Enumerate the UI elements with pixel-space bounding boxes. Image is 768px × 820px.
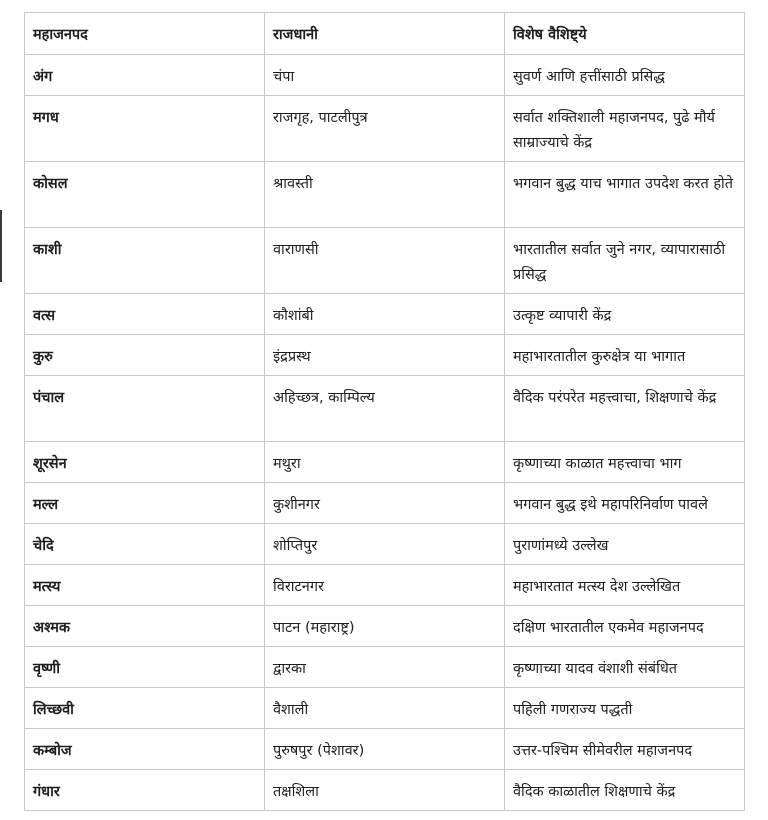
cell-capital: इंद्रप्रस्थ	[265, 335, 505, 376]
table-row	[25, 688, 745, 729]
cell-capital: तक्षशिला	[265, 770, 505, 811]
cell-feature: पुराणांमध्ये उल्लेख	[505, 524, 745, 565]
cell-mahajanapada: वत्स	[25, 294, 265, 335]
cell-capital: वैशाली	[265, 688, 505, 729]
cell-mahajanapada: लिच्छवी	[25, 688, 265, 729]
cell-capital: वाराणसी	[265, 228, 505, 294]
cell-capital: पाटन (महाराष्ट्र)	[265, 606, 505, 647]
cell-mahajanapada: गंधार	[25, 770, 265, 811]
cell-feature: उत्कृष्ट व्यापारी केंद्र	[505, 294, 745, 335]
cell-capital: अहिच्छत्र, काम्पिल्य	[265, 376, 505, 442]
header-capital: राजधानी	[265, 13, 505, 55]
table-row	[25, 162, 745, 228]
cell-feature: वैदिक परंपरेत महत्त्वाचा, शिक्षणाचे केंद्र	[505, 376, 745, 442]
mahajanapada-table	[24, 12, 745, 811]
table-row	[25, 294, 745, 335]
cell-mahajanapada: मगध	[25, 96, 265, 162]
left-edge-mark	[0, 232, 2, 282]
cell-mahajanapada: अश्मक	[25, 606, 265, 647]
cell-feature: भगवान बुद्ध इथे महापरिनिर्वाण पावले	[505, 483, 745, 524]
table-row	[25, 524, 745, 565]
cell-feature: पहिली गणराज्य पद्धती	[505, 688, 745, 729]
cell-capital: पुरुषपुर (पेशावर)	[265, 729, 505, 770]
table-row	[25, 606, 745, 647]
header-features: विशेष वैशिष्ट्ये	[505, 13, 745, 55]
cell-mahajanapada: वृष्णी	[25, 647, 265, 688]
cell-mahajanapada: शूरसेन	[25, 442, 265, 483]
cell-feature: उत्तर-पश्चिम सीमेवरील महाजनपद	[505, 729, 745, 770]
table-row	[25, 376, 745, 442]
cell-capital: कौशांबी	[265, 294, 505, 335]
cell-feature: महाभारतात मत्स्य देश उल्लेखित	[505, 565, 745, 606]
cell-mahajanapada: चेदि	[25, 524, 265, 565]
cell-feature: सर्वात शक्तिशाली महाजनपद, पुढे मौर्य साम्राज्याचे केंद्र	[505, 96, 745, 162]
table-row	[25, 55, 745, 96]
cell-feature: वैदिक काळातील शिक्षणाचे केंद्र	[505, 770, 745, 811]
table-row	[25, 442, 745, 483]
cell-mahajanapada: मत्स्य	[25, 565, 265, 606]
cell-capital: मथुरा	[265, 442, 505, 483]
cell-capital: श्रावस्ती	[265, 162, 505, 228]
cell-mahajanapada: कुरु	[25, 335, 265, 376]
cell-mahajanapada: पंचाल	[25, 376, 265, 442]
cell-mahajanapada: अंग	[25, 55, 265, 96]
cell-feature: सुवर्ण आणि हत्तींसाठी प्रसिद्ध	[505, 55, 745, 96]
cell-capital: शोप्तिपुर	[265, 524, 505, 565]
cell-feature: कृष्णाच्या काळात महत्त्वाचा भाग	[505, 442, 745, 483]
cell-mahajanapada: कोसल	[25, 162, 265, 228]
cell-mahajanapada: कम्बोज	[25, 729, 265, 770]
cell-feature: महाभारतातील कुरुक्षेत्र या भागात	[505, 335, 745, 376]
header-row	[25, 13, 745, 55]
cell-capital: विराटनगर	[265, 565, 505, 606]
cell-capital: कुशीनगर	[265, 483, 505, 524]
table-row	[25, 96, 745, 162]
cell-feature: कृष्णाच्या यादव वंशाशी संबंधित	[505, 647, 745, 688]
table-row	[25, 228, 745, 294]
cell-mahajanapada: काशी	[25, 228, 265, 294]
table-body	[25, 55, 745, 811]
cell-mahajanapada: मल्ल	[25, 483, 265, 524]
header-mahajanapada: महाजनपद	[25, 13, 265, 55]
table-row	[25, 483, 745, 524]
cell-capital: द्वारका	[265, 647, 505, 688]
cell-capital: चंपा	[265, 55, 505, 96]
cell-feature: भारतातील सर्वात जुने नगर, व्यापारासाठी प्रसिद्ध	[505, 228, 745, 294]
table-row	[25, 335, 745, 376]
table-row	[25, 647, 745, 688]
cell-feature: दक्षिण भारतातील एकमेव महाजनपद	[505, 606, 745, 647]
cell-capital: राजगृह, पाटलीपुत्र	[265, 96, 505, 162]
table-row	[25, 770, 745, 811]
table-row	[25, 565, 745, 606]
cell-feature: भगवान बुद्ध याच भागात उपदेश करत होते	[505, 162, 745, 228]
table-header	[25, 13, 745, 55]
table-row	[25, 729, 745, 770]
